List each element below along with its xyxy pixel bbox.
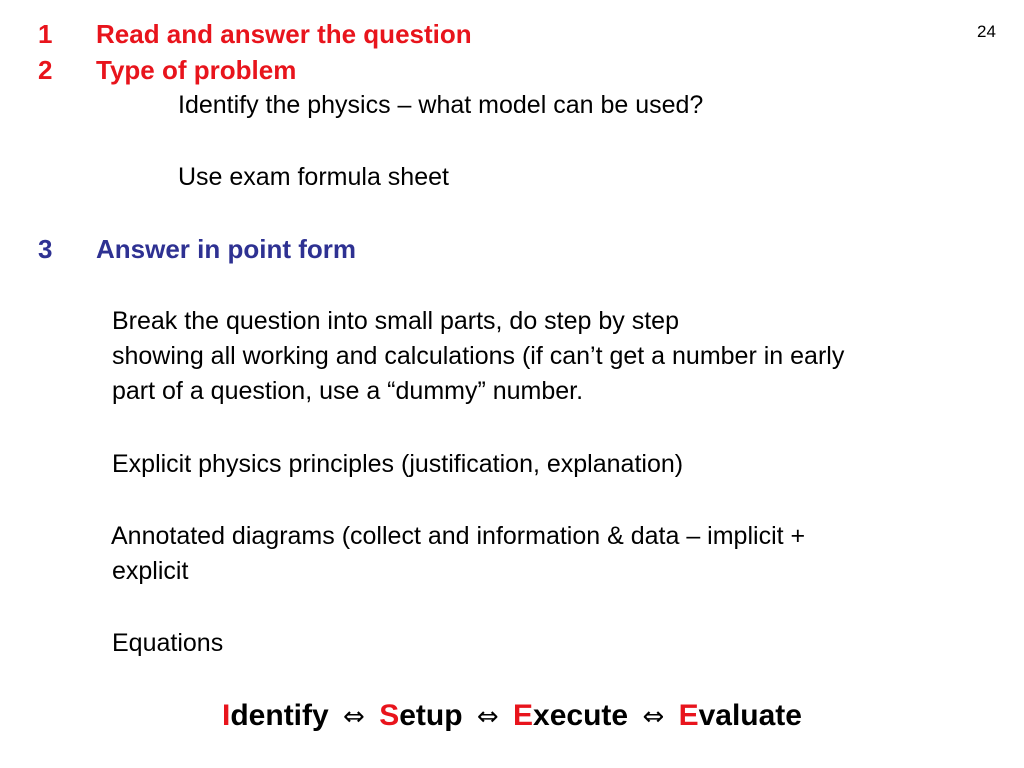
footer-word-setup: Setup (379, 699, 463, 732)
footer-word-evaluate: Evaluate (678, 699, 802, 732)
step-3-title: Answer in point form (96, 234, 356, 264)
break-question-line-2: showing all working and calculations (if can’t get a number in early (112, 342, 845, 370)
iseе-footer (0, 696, 1024, 737)
slide-number: 24 (977, 22, 996, 41)
double-arrow-icon: ⇔ (476, 702, 499, 732)
step-1-heading (38, 19, 638, 49)
diagrams-line-1: Annotated diagrams (collect and information & data – implicit + (111, 522, 806, 550)
step-1-title: Read and answer the question (96, 19, 472, 49)
step-3-heading (38, 234, 638, 264)
step-1-number: 1 (38, 19, 53, 49)
step-2-heading (38, 55, 638, 85)
footer-word-identify: Identify (222, 699, 329, 732)
step-2-title: Type of problem (96, 55, 297, 85)
double-arrow-icon: ⇔ (343, 702, 365, 732)
footer-word-execute: Execute (513, 699, 629, 732)
step-2-identify-line: Identify the physics – what model can be used? (178, 91, 704, 119)
step-2-formula-line: Use exam formula sheet (178, 163, 449, 191)
equations-line: Equations (112, 629, 224, 657)
diagrams-line-2: explicit (112, 557, 189, 585)
break-question-line-1: Break the question into small parts, do step by step (112, 307, 679, 335)
step-2-number: 2 (38, 55, 53, 85)
step-3-number: 3 (38, 234, 53, 264)
principles-line: Explicit physics principles (justification, explanation) (112, 450, 684, 478)
break-question-line-3: part of a question, use a “dummy” number. (112, 377, 584, 405)
double-arrow-icon: ⇔ (642, 702, 665, 732)
